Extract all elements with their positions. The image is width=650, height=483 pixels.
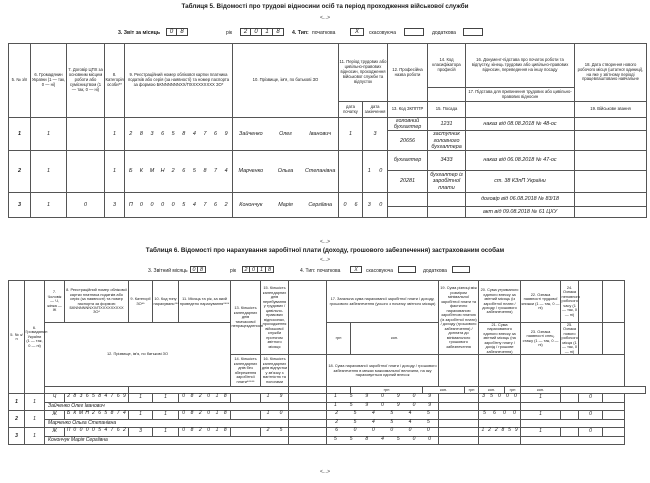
- t5-fullname: Марченко Ольга Степанівна: [233, 151, 339, 193]
- t5-doc: договір від 06.08.2018 № 83/18: [466, 193, 575, 207]
- t5-zkpptr: [388, 207, 428, 218]
- t6-sum17: 1 5 9 0 9 0 9: [327, 394, 439, 403]
- t6-h13: 13. Кількість календарних днів тимчасової непрацездатності: [231, 281, 261, 355]
- t5-h11: 11. Період трудових або цивільно-правових відносин, проходження військової служби та відпусток: [339, 44, 388, 102]
- t6-d15: 2 5: [261, 428, 289, 437]
- t6-sum19b: [439, 419, 479, 428]
- t6-sub-blank4: [327, 387, 351, 394]
- t5-basis: [466, 131, 575, 151]
- t5-position: [428, 207, 466, 218]
- t6-f23: [561, 411, 579, 420]
- t5-doc: наказ від 06.08.2018 № 47-ос: [466, 151, 575, 171]
- t5-h16: 16. Документ-підстава про початок роботи та відпустку, кінець трудових або цивільно-правових відносин, переведення на іншу посаду: [466, 44, 575, 88]
- t6-sub-grn20: грн: [505, 387, 521, 394]
- t5-zkpptr: 20656: [388, 131, 428, 151]
- t6-sum19: [439, 411, 479, 420]
- t6-d13: [231, 411, 261, 420]
- t6-type-initial: початкова: [317, 268, 341, 274]
- t6-f22: 1: [521, 411, 561, 420]
- t6-month: 0 8 2 0 1 8: [179, 428, 231, 437]
- t6-sex: Ж: [45, 428, 65, 437]
- t6-sum17: 2 5 4 5 4 5: [327, 411, 439, 420]
- t5-type-cancel-checkbox[interactable]: [404, 28, 424, 36]
- t5-citizen: 1: [31, 193, 67, 218]
- t6-d16: [289, 394, 327, 403]
- t5-h15-top: [428, 88, 466, 102]
- t5-h18: 18. Дата створення нового робочого місця (штатної одиниці), на яке у звітному періоді працевлаштовано навчальне: [575, 44, 647, 102]
- t6-type-cancel: скасовуюча: [366, 268, 393, 274]
- t6-h25: 25. Ознака нового робочого місця (1 — так, 0 — ні): [561, 322, 578, 354]
- t6-fullname: Марченко Ольга Степанівна: [45, 419, 289, 428]
- t6-fullname: Конончук Марія Сергіївна: [45, 436, 289, 445]
- t5-rank: [575, 207, 647, 218]
- t5-report-label: 3. Звіт за місяць: [118, 30, 161, 36]
- t5-blank: [466, 102, 575, 118]
- t6-h17: 17. Загальна сума нарахованої заробітної плати / доходу, грошового забезпечення (усього з початку звітного місяця): [327, 281, 439, 323]
- table-row[interactable]: [9, 193, 647, 207]
- t6-citizen: 1: [25, 411, 45, 428]
- t6-h19-cont: [439, 355, 479, 387]
- t6-h14: 14. Кількість календарних днів без збереження заробітної плати*****: [231, 355, 261, 387]
- t6-h17-placeholder: [289, 281, 327, 355]
- t6-h12: 12. Прізвище, ім'я, по батькові ЗО: [45, 323, 231, 387]
- t5-row-num: 1: [9, 118, 31, 151]
- t6-f23: [561, 394, 579, 403]
- t5-citizen: 1: [31, 118, 67, 151]
- t6-flags-b: [521, 402, 625, 411]
- t6-sum18: 1 5 9 0 9 0 9: [327, 402, 439, 411]
- t5-h6: 6. Громадянин України (1 — так, 0 — ні): [31, 44, 67, 118]
- t6-h24: 24. Ознака неповного робочого часу (1 — так, 0 — ні): [561, 281, 579, 323]
- t6-sub-blank3: [289, 387, 327, 394]
- t6-f25: [603, 394, 625, 403]
- t5-classifier: 3433: [428, 151, 466, 171]
- t6-h8: 8. Реєстраційний номер облікової картки платника податків або серія (за наявності) та номер паспорта за формою БКNNNNNNXX/ПXXXXXXXXX ЗО*: [65, 281, 129, 323]
- t6-sum18: 5 5 8 4 5 0 0: [327, 436, 439, 445]
- t5-h15: 15. Посада: [428, 102, 466, 118]
- t5-h17: 17. Підстава для припинення трудових або цивільно-правових відносин: [466, 88, 575, 102]
- table6: [8, 280, 646, 445]
- t6-type-cancel-checkbox[interactable]: [398, 266, 416, 273]
- t6-id-number: 2 8 3 6 5 8 4 7 6 9: [65, 394, 129, 403]
- table5-title: Таблиця 5. Відомості про трудові відносини осіб та період проходження військової служби: [181, 3, 469, 10]
- t5-id-number: 2 8 3 6 5 8 4 7 6 9: [125, 118, 233, 151]
- t5-position: бухгалтер із заробітної плати: [428, 171, 466, 193]
- t6-f24: 0: [579, 428, 603, 437]
- t5-row-num: 2: [9, 151, 31, 193]
- t6-h19: 19. Сума різниці між розміром мінімальної заробітної плати та фактично нарахованою заробітною платою (із заробітної плати) / доходу (грошового забезпечення) / доплата до мінімального грошового забезпечення: [439, 281, 479, 355]
- t6-category: 3: [129, 428, 153, 437]
- table5: [8, 43, 647, 218]
- t5-type-extra-checkbox[interactable]: [463, 28, 483, 36]
- t5-h12: 12. Професійна назва роботи: [388, 44, 428, 102]
- t6-sub-grn19: грн: [465, 387, 479, 394]
- t5-start: 0 6: [339, 193, 363, 218]
- t5-rank: [575, 171, 647, 193]
- t6-sum19b: [439, 402, 479, 411]
- t5-prof: бухгалтер: [388, 151, 428, 171]
- t6-f24: 0: [579, 411, 603, 420]
- t6-h11: 11. Місяць та рік, за який проведено нарахування****: [179, 281, 231, 323]
- t5-start: [339, 151, 363, 193]
- t6-h23-sp: [579, 281, 603, 323]
- t5-fullname: Конончук Марія Сергіївна: [233, 193, 339, 218]
- t5-category: 3: [105, 193, 125, 218]
- t6-blank-a: [579, 323, 603, 355]
- t6-sum20: 5 6 0 0: [479, 411, 521, 420]
- t6-fullname: Зайченко Олег Іванович: [45, 402, 289, 411]
- t6-sub-grn18: грн: [351, 387, 423, 394]
- t6-citizen: 1: [25, 428, 45, 445]
- t6-d15: 1 0: [261, 411, 289, 420]
- table-row[interactable]: [9, 394, 646, 403]
- t6-year-digit: 8: [266, 266, 274, 273]
- t6-d13: [231, 428, 261, 437]
- t6-year-digit: 2: [242, 266, 250, 273]
- t6-h7: 7. Чоловік — Ч, жінка — Ж: [45, 281, 65, 323]
- table6-title: Таблиця 6. Відомості про нарахування заробітної плати (доходу, грошового забезпечення) застрахованим особам: [145, 247, 505, 254]
- t5-h7: 7. Договір ЦПХ за основним місцем роботи або сумісництвом (1 — так, 0 — ні): [67, 44, 105, 118]
- t6-category: 1: [129, 394, 153, 403]
- t5-year-label: рік: [226, 30, 233, 36]
- t6-sum19: [439, 428, 479, 437]
- t6-sum18: 2 5 4 5 4 5: [327, 419, 439, 428]
- t6-type-extra: додаткова: [423, 268, 447, 274]
- table5-footer: <...>: [319, 239, 330, 245]
- t5-basis: ст. 38 КЗпП України: [466, 171, 575, 193]
- t6-h15: 15. Кількість календарних днів перебування у трудових / цивільно-правових відносинах, проходження військової служби протягом звітного місяця: [261, 281, 289, 355]
- t6-flags-b: [521, 419, 625, 428]
- t6-code: 1: [153, 411, 179, 420]
- t6-sub-blank5: [561, 387, 646, 394]
- t5-h9: 9. Реєстраційний номер облікової картки платника податків або серія (за наявності) та номер паспорта за формою БКNNNNNNXX/ПXXXXXXXXX ЗО*: [125, 44, 233, 118]
- t5-month-digit: 0: [166, 28, 177, 36]
- t6-d16b: [289, 419, 327, 428]
- t6-sum17: 6 0 0 0 0 0: [327, 428, 439, 437]
- t5-doc2: акт від 09.08.2018 № 61 ЦХУ: [466, 207, 575, 218]
- t6-f23: [561, 428, 579, 437]
- t6-year-label: рік: [230, 268, 237, 274]
- t6-code: 1: [153, 428, 179, 437]
- t5-month-boxes[interactable]: [166, 28, 188, 36]
- t5-prof: головний бухгалтер: [388, 118, 428, 131]
- t5-year-digit: 2: [240, 28, 251, 36]
- t6-sum20: 1 2 2 8 5 9: [479, 428, 521, 437]
- t6-type-extra-checkbox[interactable]: [452, 266, 470, 273]
- t5-end: 1 0: [363, 151, 388, 193]
- t6-h9: 9. Категорії ЗО**: [129, 281, 153, 323]
- t6-h17-grn: грн: [327, 323, 351, 355]
- t6-sum21: [479, 436, 521, 445]
- t6-row-num: 2: [9, 411, 25, 428]
- t5-created: [575, 151, 647, 171]
- t6-type-label: 4. Тип:: [300, 268, 316, 274]
- t6-h21: 21. Сума нарахованого єдиного внеску за звітний місяць (на заробітну плату / дохід / грошове забезпечення): [479, 323, 521, 355]
- t5-year-digit: 0: [251, 28, 262, 36]
- t5-classifier: 1231: [428, 118, 466, 131]
- t6-month-digit: 8: [198, 266, 206, 273]
- table-row[interactable]: [9, 118, 647, 131]
- t6-sub-kop18: коп.: [423, 387, 465, 394]
- table6-subtitle: <...>: [319, 257, 330, 263]
- t5-gph: [67, 151, 105, 193]
- t5-type-initial: початкова: [312, 30, 336, 36]
- t6-d15: 1 9: [261, 394, 289, 403]
- t5-id-number: П 0 0 0 0 5 4 7 6 2: [125, 193, 233, 218]
- t6-h17-kop: коп.: [351, 323, 439, 355]
- t5-h8: 8. Категорія особи**: [105, 44, 125, 118]
- t5-fullname: Зайченко Олег Іванович: [233, 118, 339, 151]
- t6-d16: [289, 428, 327, 437]
- t5-type-cancel: скасовуюча: [369, 30, 396, 36]
- t6-sex: Ч: [45, 394, 65, 403]
- t6-sum19b: [439, 436, 479, 445]
- t5-category: 1: [105, 151, 125, 193]
- t5-h10: 10. Прізвище, ім'я, по батькові ЗО: [233, 44, 339, 118]
- t6-sum20: 3 5 0 0 0: [479, 394, 521, 403]
- t5-year-boxes[interactable]: [240, 28, 284, 36]
- t6-h10: 10. Код типу нарахувань***: [153, 281, 179, 323]
- t5-month-digit: 8: [177, 28, 188, 36]
- t6-sub-kop19: коп.: [479, 387, 505, 394]
- t5-created: [575, 193, 647, 207]
- t6-month-boxes[interactable]: [190, 266, 206, 273]
- t5-h5: 5. № з/п: [9, 44, 31, 118]
- t6-h16: 16. Кількість календарних днів відпустки у зв'язку з вагітністю та пологами: [261, 355, 289, 387]
- t6-blank-b: [603, 323, 625, 355]
- t5-gph: 0: [67, 193, 105, 218]
- t6-d16b: [289, 436, 327, 445]
- t6-d16b: [289, 402, 327, 411]
- table-row[interactable]: [9, 428, 646, 437]
- t6-sub-kop20: коп.: [521, 387, 561, 394]
- t6-month-digit: 0: [190, 266, 198, 273]
- t5-doc: наказ від 08.08.2018 № 48-ос: [466, 118, 575, 131]
- t5-rank: [575, 131, 647, 151]
- t6-d16: [289, 411, 327, 420]
- t5-start: 1: [339, 118, 363, 151]
- t6-id-number: Б К М Н 2 6 5 8 7 4: [65, 411, 129, 420]
- t5-zkpptr: 20281: [388, 171, 428, 193]
- t6-h23: 23. Ознака наявності спец. стажу (1 — так, 0 — ні): [521, 323, 561, 355]
- t6-row-num: 3: [9, 428, 25, 445]
- t6-category: 1: [129, 411, 153, 420]
- t5-h13: 13. Код ЗКППТР: [388, 102, 428, 118]
- t6-f24: 0: [579, 394, 603, 403]
- table-row[interactable]: [9, 436, 646, 445]
- t6-h5: 5. № з/п: [9, 281, 25, 394]
- t6-code: 1: [153, 394, 179, 403]
- t5-h19: 19. Військове звання: [575, 102, 647, 118]
- t6-year-digit: 0: [250, 266, 258, 273]
- t6-report-label: 3. Звітний місяць: [148, 268, 188, 274]
- t6-year-boxes[interactable]: [242, 266, 274, 273]
- t6-year-digit: 1: [258, 266, 266, 273]
- t6-sum19: [439, 394, 479, 403]
- t5-citizen: 1: [31, 151, 67, 193]
- t5-classifier: [428, 193, 466, 207]
- t6-h21-cont: [479, 355, 521, 387]
- t5-end: 3 0: [363, 193, 388, 218]
- t6-h22: 22. Ознака наявності трудової книжки (1 — так, 0 — ні): [521, 281, 561, 323]
- t5-end: 3: [363, 118, 388, 151]
- t6-f22: 1: [521, 394, 561, 403]
- t6-flags-b: [521, 436, 625, 445]
- t6-f22: 1: [521, 428, 561, 437]
- t6-citizen: 1: [25, 394, 45, 411]
- t6-f25: [603, 411, 625, 420]
- t5-type-initial-checkbox[interactable]: X: [350, 28, 364, 36]
- t6-id-number: П 0 0 0 0 5 4 7 6 2: [65, 428, 129, 437]
- t5-position: заступник головного бухгалтера: [428, 131, 466, 151]
- t5-type-label: 4. Тип:: [292, 30, 309, 36]
- t6-h20: 20. Сума утриманого єдиного внеску за звітний місяць (із заробітної плати / доходу / грошового забезпечення): [479, 281, 521, 323]
- t6-d13: [231, 394, 261, 403]
- t5-year-digit: 1: [262, 28, 273, 36]
- table-row[interactable]: [9, 411, 646, 420]
- t6-month: 0 8 2 0 1 8: [179, 411, 231, 420]
- t6-h6: 6. Громадянин України (1 — так, 0 — ні): [25, 281, 45, 394]
- t6-h22-cont: [521, 355, 625, 387]
- t6-month: 0 8 2 0 1 8: [179, 394, 231, 403]
- t6-row-num: 1: [9, 394, 25, 411]
- t5-h11a: дата початку: [339, 102, 363, 118]
- t5-id-number: Б К М Н 2 6 5 8 7 4: [125, 151, 233, 193]
- t5-h11b: дата закінчення: [363, 102, 388, 118]
- t5-row-num: 3: [9, 193, 31, 218]
- t6-sex: Ж: [45, 411, 65, 420]
- table-row[interactable]: [9, 151, 647, 171]
- t5-year-digit: 8: [273, 28, 284, 36]
- t5-type-extra: додаткова: [432, 30, 456, 36]
- t6-h16-blank: [289, 355, 327, 387]
- t6-h18: 18. Сума нарахованої заробітної плати / доходу / грошового забезпечення в межах максимальної величини, на яку нараховується єдиний внесок: [327, 355, 439, 387]
- t5-created: [575, 118, 647, 131]
- t6-type-initial-checkbox[interactable]: X: [350, 266, 362, 273]
- t6-f25: [603, 428, 625, 437]
- t6-h24-sp: [603, 281, 625, 323]
- table6-footer: <...>: [319, 469, 330, 475]
- t5-h14: 14. Код класифікатора професій: [428, 44, 466, 88]
- t5-category: 1: [105, 118, 125, 151]
- table5-subtitle: <...>: [319, 15, 330, 21]
- t5-prof: [388, 193, 428, 207]
- t5-gph: [67, 118, 105, 151]
